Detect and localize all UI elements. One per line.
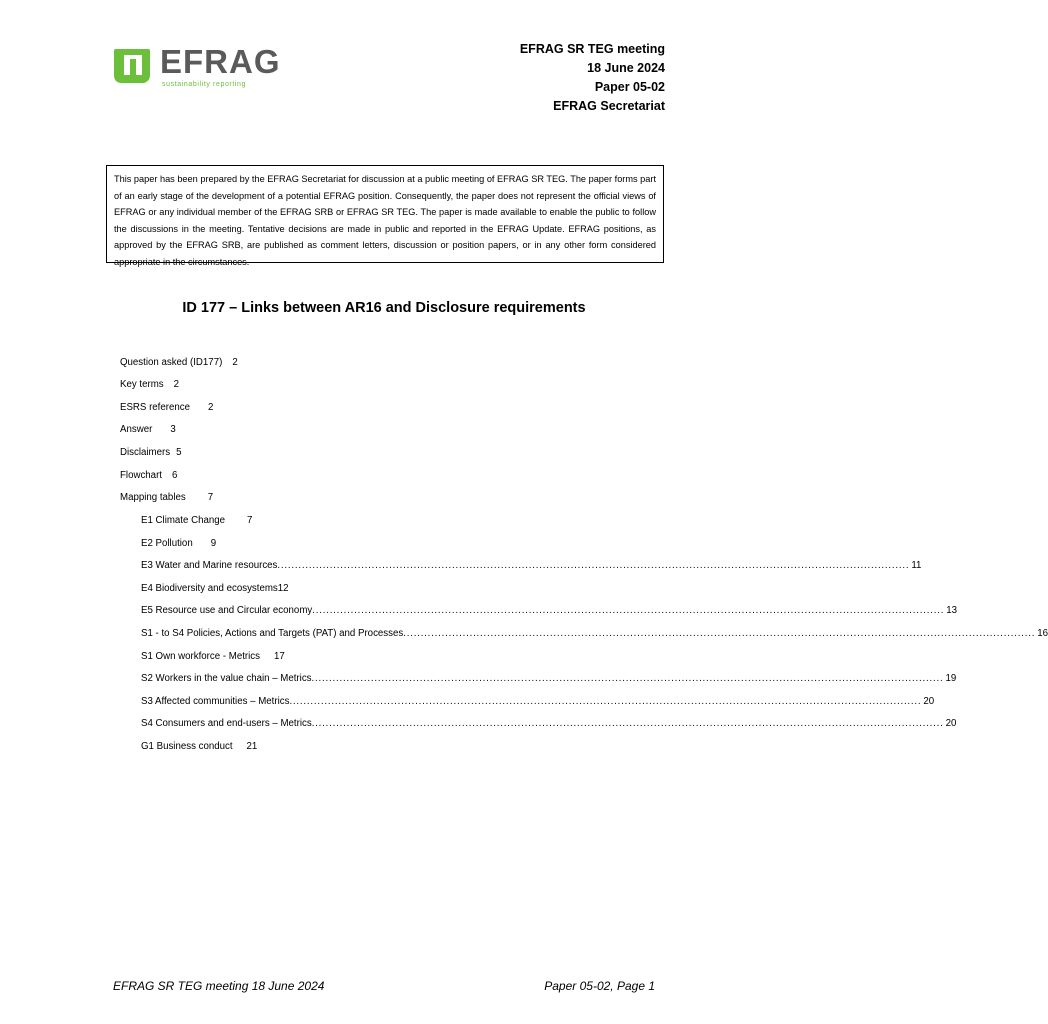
toc-entry-label: Question asked (ID177) xyxy=(120,357,223,368)
toc-entry-label: Answer xyxy=(120,424,153,435)
toc-leader-dots: ..................................................................................................................................................................................... xyxy=(277,560,910,571)
toc-entry-e1[interactable] xyxy=(141,514,252,528)
toc-entry-mapping-tables[interactable] xyxy=(120,491,213,505)
toc-entry-e4[interactable] xyxy=(141,582,289,596)
toc-entry-page: 12 xyxy=(277,583,289,594)
toc-entry-e2[interactable] xyxy=(141,537,216,551)
toc-entry-g1[interactable] xyxy=(141,740,257,754)
toc-entry-label: S1 Own workforce - Metrics xyxy=(141,651,260,662)
efrag-logo-mark-icon xyxy=(112,47,152,85)
toc-entry-s2-metrics[interactable] xyxy=(141,672,957,686)
toc-entry-s3-metrics[interactable] xyxy=(141,695,935,709)
toc-entry-label: G1 Business conduct xyxy=(141,741,233,752)
toc-entry-page: 17 xyxy=(273,651,285,662)
toc-entry-label: S2 Workers in the value chain – Metrics xyxy=(141,673,312,684)
toc-entry-disclaimers[interactable] xyxy=(120,446,181,460)
toc-entry-label: E4 Biodiversity and ecosystems xyxy=(141,583,278,594)
toc-entry-page: 2 xyxy=(173,379,179,390)
logo-wordmark: EFRAG xyxy=(160,43,281,80)
toc-entry-e3[interactable] xyxy=(141,559,922,573)
toc-entry-label: Flowchart xyxy=(120,470,162,481)
logo-tagline: sustainability reporting xyxy=(162,81,247,88)
toc-entry-label: E3 Water and Marine resources xyxy=(141,560,278,571)
toc-entry-page: 5 xyxy=(176,447,182,458)
toc-entry-label: E1 Climate Change xyxy=(141,515,226,526)
toc-entry-page: 13 xyxy=(946,605,957,616)
toc-entry-page: 6 xyxy=(172,470,178,481)
toc-entry-page: 7 xyxy=(207,492,214,503)
toc-entry-page: 16 xyxy=(1037,628,1048,639)
toc-entry-s4-metrics[interactable] xyxy=(141,717,957,731)
page-title: ID 177 – Links between AR16 and Disclosure requirements xyxy=(182,300,586,316)
toc-leader-dots: ..................................................................................................................................................................................... xyxy=(311,673,944,684)
toc-entry-label: S1 - to S4 Policies, Actions and Targets (PAT) and Processes xyxy=(141,628,404,639)
toc-entry-label: E2 Pollution xyxy=(141,538,193,549)
toc-entry-e5[interactable] xyxy=(141,604,957,618)
toc-entry-label: Disclaimers xyxy=(120,447,171,458)
toc-entry-page: 20 xyxy=(923,696,935,707)
toc-entry-page: 2 xyxy=(208,402,214,413)
toc-entry-page: 21 xyxy=(246,741,258,752)
efrag-logo xyxy=(112,43,297,91)
meta-date: 18 June 2024 xyxy=(587,61,665,75)
toc-leader-dots: ..................................................................................................................................................................................... xyxy=(403,628,1036,639)
meeting-meta xyxy=(520,40,665,116)
toc-leader-dots: ..................................................................................................................................................................................... xyxy=(311,718,944,729)
toc-entry-page: 7 xyxy=(247,515,253,526)
toc-entry-label: S3 Affected communities – Metrics xyxy=(141,696,290,707)
toc-entry-label: Mapping tables xyxy=(120,492,186,503)
toc-entry-label: E5 Resource use and Circular economy xyxy=(141,605,313,616)
toc-entry-page: 19 xyxy=(945,673,957,684)
toc-entry-page: 2 xyxy=(232,357,238,368)
toc-entry-label: Key terms xyxy=(120,379,164,390)
toc-entry-page: 9 xyxy=(210,538,217,549)
meta-meeting: EFRAG SR TEG meeting xyxy=(519,42,665,56)
toc-entry-page: 11 xyxy=(911,560,922,571)
toc-entry-esrs-reference[interactable] xyxy=(120,401,213,415)
disclaimer-box: This paper has been prepared by the EFRAG Secretariat for discussion at a public meeting of EFRAG SR TEG. The paper forms part of an early stage of the development of a potential EFRAG position. Consequently, the paper does not represent the official views of EFRAG or any individual member of the EFRAG SRB or EFRAG SR TEG. The paper is made available to enable the public to follow the discussions in the meeting. Tentative decisions are made in public and reported in the EFRAG Update. EFRAG positions, as approved by the EFRAG SRB, are published as comment letters, discussion or position papers, or in any other form considered appropriate in the circumstances. xyxy=(106,165,664,263)
toc-leader-dots: ..................................................................................................................................................................................... xyxy=(312,605,945,616)
toc-entry-question-asked[interactable] xyxy=(120,356,238,370)
toc-entry-page: 3 xyxy=(170,424,176,435)
toc-entry-s1-s4-pat[interactable] xyxy=(141,627,1048,641)
toc-entry-page: 20 xyxy=(945,718,957,729)
toc-entry-label: ESRS reference xyxy=(120,402,190,413)
toc-entry-key-terms[interactable] xyxy=(120,378,179,392)
footer-page: Paper 05-02, Page 1 xyxy=(544,979,655,993)
toc-entry-s1-metrics[interactable] xyxy=(141,650,285,664)
toc-entry-flowchart[interactable] xyxy=(120,469,177,483)
footer-meeting: EFRAG SR TEG meeting 18 June 2024 xyxy=(113,979,325,993)
meta-author: EFRAG Secretariat xyxy=(553,99,665,113)
toc-entry-label: S4 Consumers and end-users – Metrics xyxy=(141,718,312,729)
toc-entry-answer[interactable] xyxy=(120,423,176,437)
toc-leader-dots: ..................................................................................................................................................................................... xyxy=(289,696,922,707)
meta-paper: Paper 05-02 xyxy=(594,80,665,94)
